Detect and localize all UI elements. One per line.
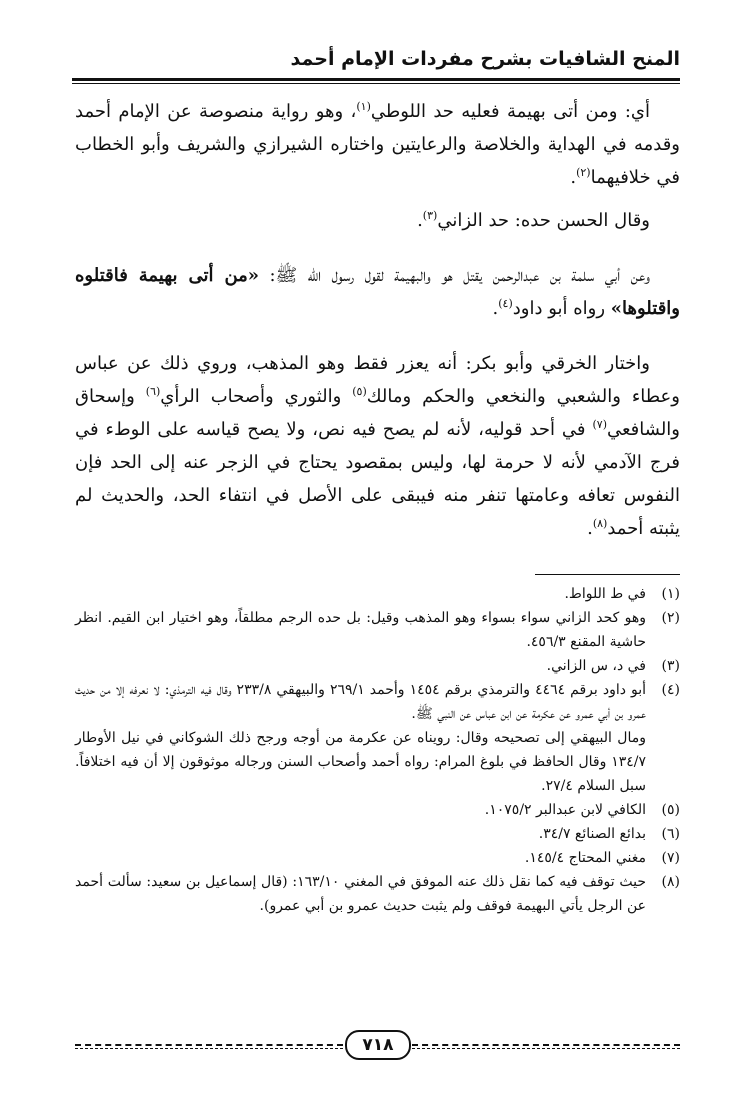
footer-rule-left [75,1044,343,1049]
main-text [75,95,680,567]
footnote-text: أبو داود برقم ٤٤٦٤ والترمذي برقم ١٤٥٤ وأحمد ٢٦٩/١ والبيهقي ٢٣٣/٨ وقال فيه الترمذي: لا نعرفه إلا من حديث عمرو بن أبي عمرو عن عكرمة عن ابن عباس عن النبي ﷺ. [75,682,646,722]
footnote-ref-8[interactable]: (٨) [592,517,608,530]
footnote-3 [75,654,680,678]
footnote-number: (٢) [661,610,680,626]
footnotes [75,582,680,918]
footnote-2 [75,606,680,654]
footnote-number: (٣) [661,658,680,674]
paragraph-1-text-a: أي: ومن أتى بهيمة فعليه حد اللوطي [370,101,651,122]
footnote-text: وهو كحد الزاني سواء بسواء وهو المذهب وقيل: بل حده الرجم مطلقاً، وهو اختيار ابن القيم. انظر حاشية المقنع ٤٥٦/٣. [75,610,646,650]
footnote-text: مغني المحتاج ١٤٥/٤. [524,850,646,866]
footnote-ref-1[interactable]: (١) [356,100,371,113]
paragraph-1-text-b: ، وهو رواية منصوصة عن الإمام أحمد وقدمه في الهداية والخلاصة والرعايتين واختاره الشيرازي والشريف وأبو الخطاب في خلافيهما [75,101,680,188]
footnote-8 [75,870,680,918]
footer-rule-right [412,1044,680,1049]
paragraph-3 [75,259,680,325]
footnote-4 [75,678,680,726]
paragraph-3-end: . [492,298,499,319]
header-rule [72,78,680,84]
paragraph-4-end: . [587,518,593,539]
paragraph-4 [75,347,680,545]
paragraph-3-text: وعن أبي سلمة بن عبدالرحمن يقتل هو والبهيمة لقول رسول الله ﷺ: [269,265,651,286]
footnote-text: في د، س الزاني. [546,658,646,674]
paragraph-3-text-b: رواه أبو داود [512,298,611,319]
hadith-quote: «من أتى بهيمة فاقتلوه واقتلوها» [75,265,680,319]
footnote-7 [75,846,680,870]
footnote-text: بدائع الصنائع ٣٤/٧. [538,826,646,842]
paragraph-4-text-a: واختار الخرقي وأبو بكر: أنه يعزر فقط وهو المذهب، وروي ذلك عن عباس وعطاء والشعبي والنخعي والحكم ومالك [75,353,680,407]
footnote-5 [75,798,680,822]
footnote-ref-5[interactable]: (٥) [352,385,367,398]
footnote-ref-6[interactable]: (٦) [145,385,161,398]
footnote-number: (٥) [661,802,680,818]
paragraph-2 [75,204,680,237]
footnote-ref-7[interactable]: (٧) [592,418,607,431]
paragraph-1-end: . [570,167,577,188]
footnote-1 [75,582,680,606]
page-footer [75,1036,680,1066]
footnote-6 [75,822,680,846]
footnote-number: (١) [661,586,680,602]
paragraph-2-text: وقال الحسن حده: حد الزاني [437,210,650,231]
footnote-separator [535,574,680,575]
footnote-ref-2[interactable]: (٢) [576,166,591,179]
footnote-text: في ط اللواط. [564,586,646,602]
paragraph-4-text-c: وإسحاق والشافعي [75,386,680,440]
footnote-number: (٦) [661,826,680,842]
running-header-title: المنح الشافيات بشرح مفردات الإمام أحمد [290,48,680,70]
paragraph-4-text-b: والثوري وأصحاب الرأي [160,386,353,407]
footnote-text: ومال البيهقي إلى تصحيحه وقال: رويناه عن عكرمة من أوجه ورجح ذلك الشوكاني في نيل الأوطار ١٣٤/٧ وقال الحافظ في بلوغ المرام: رواه أحمد وأصحاب السنن ورجاله موثوقون إلا أن فيه اختلافاً. سبل السلام ٢٧/٤. [75,730,646,794]
footnote-text: حيث توقف فيه كما نقل ذلك عنه الموفق في المغني ١٦٣/١٠: (قال إسماعيل بن سعيد: سألت أحمد عن الرجل يأتي البهيمة فوقف ولم يثبت حديث عمرو بن أبي عمرو). [75,874,646,914]
paragraph-4-text-d: في أحد قوليه، لأنه لم يصح فيه نص، ولا يصح قياسه على الوطء في فرج الآدمي لأنه لا حرمة لها، وليس بمقصود يحتاج في الزجر عنه إلى الحد فإن النفوس تعافه وعامتها تنفر منه فيبقى على الأصل في انتفاء الحد، والحديث لم يثبته أحمد [75,419,680,539]
paragraph-2-end: . [417,210,423,231]
page-number: ٧١٨ [345,1030,411,1060]
footnote-number: (٨) [661,874,680,890]
footnote-ref-4[interactable]: (٤) [498,297,513,310]
footnote-number: (٤) [661,682,680,698]
footnote-4-continuation [75,726,680,798]
footnote-number: (٧) [661,850,680,866]
paragraph-1 [75,95,680,194]
footnote-ref-3[interactable]: (٣) [422,209,438,222]
footnote-text: الكافي لابن عبدالبر ١٠٧٥/٢. [484,802,646,818]
